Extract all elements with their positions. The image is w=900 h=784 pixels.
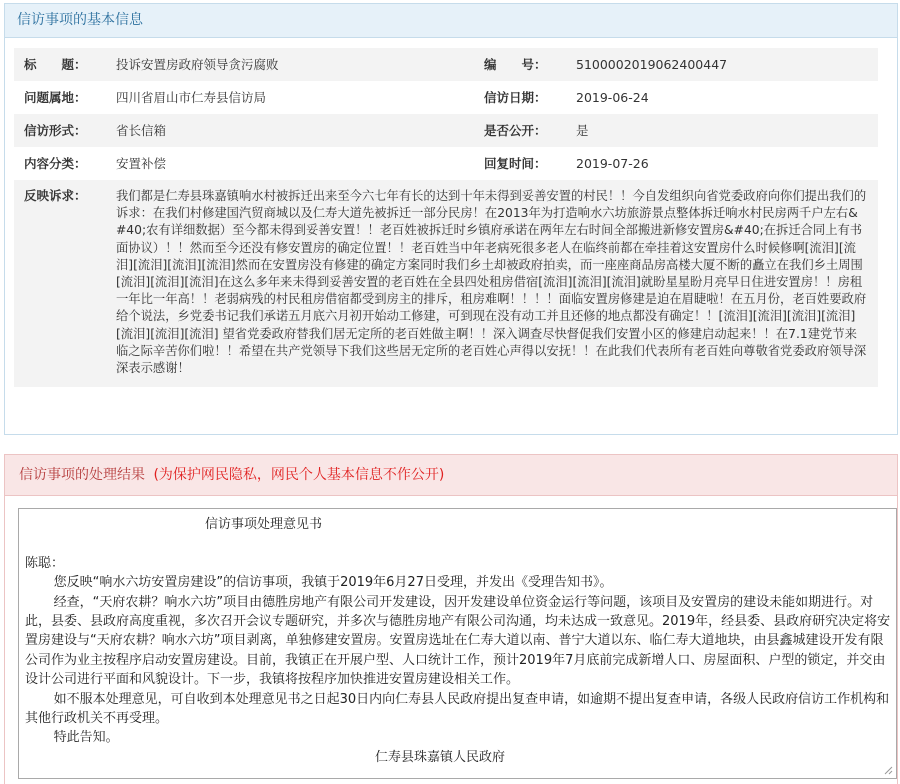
info-row-location <box>14 81 878 114</box>
value-number: 5100002019062400447 <box>576 57 728 72</box>
label-form: 信访形式： <box>24 123 87 138</box>
paragraph-3: 如不服本处理意见，可自收到本处理意见书之日起30日内向仁寿县人民政府提出复查申请，如逾期不提出复查申请，各级人民政府信访工作机构和其他行政机关不再受理。 <box>25 691 890 727</box>
value-location: 四川省眉山市仁寿县信访局 <box>116 90 267 105</box>
info-row-content <box>14 180 878 387</box>
blank-line <box>25 534 892 553</box>
value-category: 安置补偿 <box>116 156 167 171</box>
salutation: 陈聪： <box>25 555 65 571</box>
info-row-title <box>14 48 878 81</box>
result-header <box>5 455 897 496</box>
label-reply-time: 回复时间： <box>484 156 547 171</box>
doc-title: 信访事项处理意见书 <box>205 517 323 532</box>
value-form: 省长信箱 <box>116 123 167 138</box>
label-content: 反映诉求： <box>24 188 87 203</box>
value-reply-time: 2019-07-26 <box>576 156 649 171</box>
info-row-form <box>14 114 878 147</box>
label-number: 编 号： <box>484 57 547 72</box>
label-title: 标 题： <box>24 57 87 72</box>
complaint-content: 我们都是仁寿县珠嘉镇响水村被拆迁出来至今六七年有长的达到十年未得到妥善安置的村民！！今自发组织向省党委政府向你们提出我们的诉求：在我们村修建国汽贸商城以及仁寿大道先被拆迁一部分民房！在2013年为打造响水六坊旅游景点整体拆迁响水村民房两千户左右&#40;农有详细数据）至今都未得到妥善安置！！老百姓被拆迁时乡镇府承诺在两年左右时间全部搬进新修安置房&#40;在拆迁合同上有书面协议）！！然而至今还没有修安置房的确定位置！！老百姓当中年老病死很多老人在临终前都在牵挂着这安置房什么时候修啊[流泪][流泪][流泪][流泪][流泪]然而在安置房没有修建的确定方案同时我们乡土却被政府拍卖，而一座座商品房高楼大厦不断的矗立在我们乡土周围[流泪][流泪][流泪]在这么多年来未得到妥善安置的老百姓在全县四处租房借宿[流泪][流泪][流泪]就盼星星盼月亮早日住进安置房！！房租一年比一年高！！老弱病残的村民租房借宿都受到房主的排斥，租房难啊！！！！面临安置房修建是迫在眉睫啦！在五月份，老百姓要政府给个说法，乡党委书记我们承诺五月底六月初开始动工修建，可到现在没有动工并且还修的地点都没有确定！！[流泪][流泪][流泪][流泪][流泪][流泪][流泪] 望省党委政府替我们居无定所的老百姓做主啊！！深入调查尽快督促我们安置小区的修建启动起来！！在7.1建党节来临之际辛苦你们啦！！希望在共产党领导下我们这些居无定所的老百姓心声得以安抚！！在此我们代表所有老百姓向尊敬省党委政府领导深深表示感谢！ <box>116 189 867 376</box>
value-public: 是 <box>576 123 589 138</box>
result-textarea[interactable] <box>18 508 897 779</box>
label-location: 问题属地： <box>24 90 87 105</box>
basic-info-header: 信访事项的基本信息 <box>5 4 897 38</box>
paragraph-2: 经查，“天府农耕？响水六坊”项目由德胜房地产有限公司开发建设，因开发建设单位资金运行等问题，该项目及安置房的建设未能如期进行。对此，县委、县政府高度重视，多次召开会议专题研究，并多次与德胜房地产有限公司沟通，均未达成一致意见。2019年，经县委、县政府研究决定将安置房建设与“天府农耕？响水六坊”项目剥离，单独修建安置房。安置房选址在仁寿大道以南、普宁大道以东、临仁寿大道地块，由县鑫城建设开发有限公司作为业主按程序启动安置房建设。目前，我镇正在开展户型、人口统计工作，预计2019年7月底前完成新增人口、房屋面积、户型的锁定，并交由设计公司进行平面和风貌设计。下一步，我镇将按程序加快推进安置房建设相关工作。 <box>25 594 891 688</box>
resize-grip-icon[interactable] <box>884 766 893 775</box>
paragraph-4: 特此告知。 <box>53 730 119 746</box>
result-panel <box>4 454 898 784</box>
basic-info-table <box>14 48 878 387</box>
result-header-title: 信访事项的处理结果 <box>19 467 145 483</box>
paragraph-1: 您反映“响水六坊安置房建设”的信访事项，我镇于2019年6月27日受理，并发出《受理告知书》。 <box>53 575 613 591</box>
value-title: 投诉安置房政府领导贪污腐败 <box>116 57 279 72</box>
privacy-note: (为保护网民隐私，网民个人基本信息不作公开) <box>153 467 445 483</box>
label-date: 信访日期： <box>484 90 547 105</box>
info-row-category <box>14 147 878 180</box>
label-category: 内容分类： <box>24 156 87 171</box>
label-public: 是否公开： <box>484 123 547 138</box>
value-date: 2019-06-24 <box>576 90 649 105</box>
signature: 仁寿县珠嘉镇人民政府 <box>375 749 506 765</box>
